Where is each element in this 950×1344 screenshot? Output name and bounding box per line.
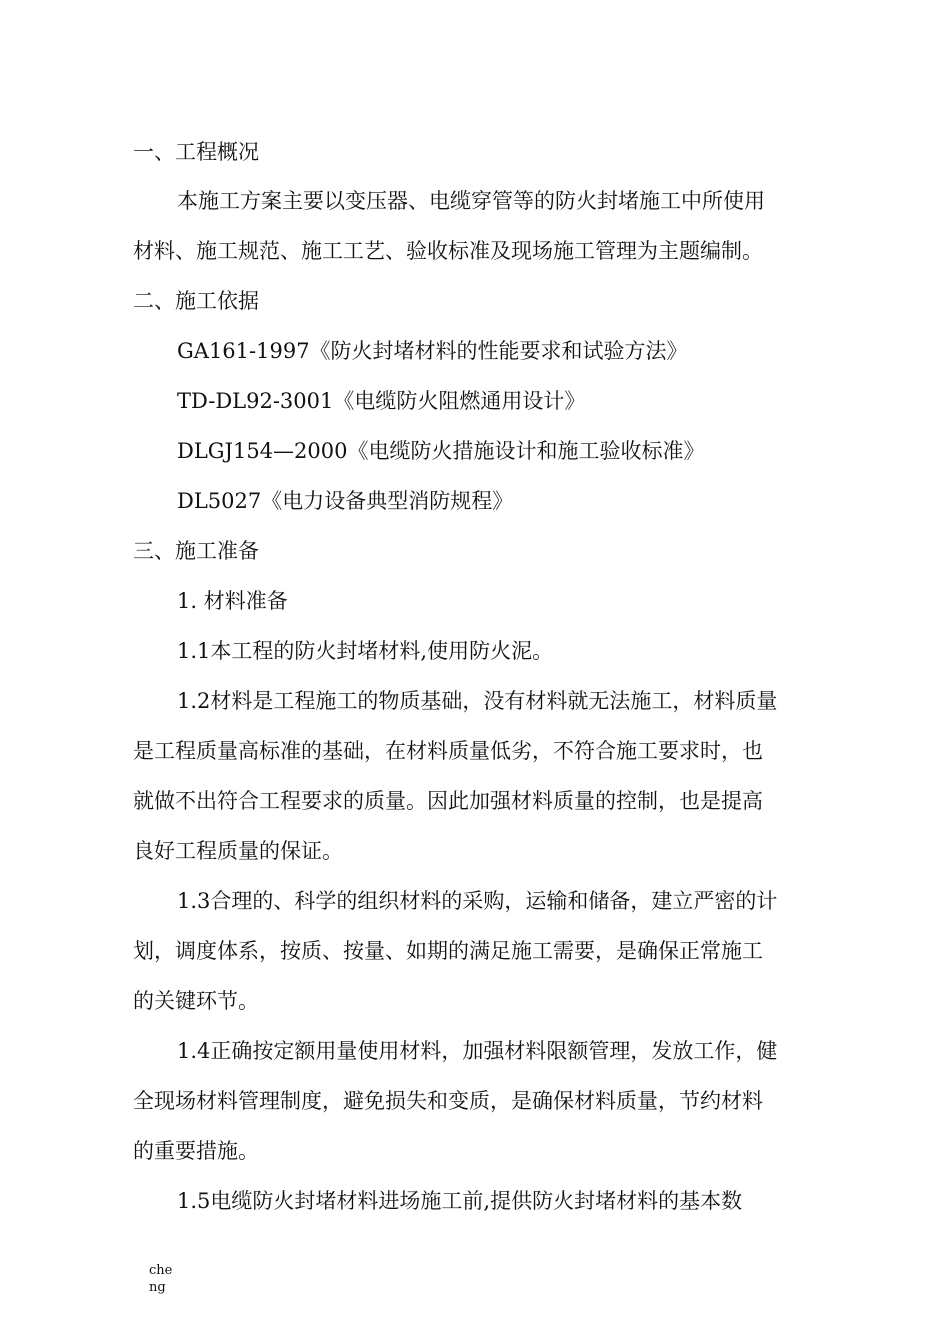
standard-reference: GA161-1997《防火封堵材料的性能要求和试验方法》 <box>177 339 688 363</box>
standard-reference: DL5027《电力设备典型消防规程》 <box>177 489 514 513</box>
paragraph-line: 良好工程质量的保证。 <box>133 839 343 863</box>
paragraph-line: 本施工方案主要以变压器、电缆穿管等的防火封堵施工中所使用 <box>177 189 765 213</box>
paragraph-line: 全现场材料管理制度，避免损失和变质，是确保材料质量，节约材料 <box>133 1089 763 1113</box>
section-heading-overview: 一、工程概况 <box>133 140 259 164</box>
paragraph-line: 的关键环节。 <box>133 989 259 1013</box>
paragraph-line: 1.1本工程的防火封堵材料,使用防火泥。 <box>177 639 554 663</box>
paragraph-line: 1.3合理的、科学的组织材料的采购，运输和储备，建立严密的计 <box>177 889 778 913</box>
paragraph-line: 是工程质量高标准的基础，在材料质量低劣，不符合施工要求时，也 <box>133 739 763 763</box>
paragraph-line: 1.2材料是工程施工的物质基础，没有材料就无法施工，材料质量 <box>177 689 778 713</box>
paragraph-line: 1.5电缆防火封堵材料进场施工前,提供防火封堵材料的基本数 <box>177 1189 743 1213</box>
standard-reference: DLGJ154—2000《电缆防火措施设计和施工验收标准》 <box>177 439 705 463</box>
subsection-heading: 1. 材料准备 <box>177 589 288 613</box>
standard-reference: TD-DL92-3001《电缆防火阻燃通用设计》 <box>177 389 586 413</box>
paragraph-line: 的重要措施。 <box>133 1139 259 1163</box>
paragraph-line: 材料、施工规范、施工工艺、验收标准及现场施工管理为主题编制。 <box>133 239 763 263</box>
paragraph-line: 划，调度体系，按质、按量、如期的满足施工需要，是确保正常施工 <box>133 939 763 963</box>
paragraph-line: 就做不出符合工程要求的质量。因此加强材料质量的控制，也是提高 <box>133 789 763 813</box>
footer-text: cheng <box>149 1263 173 1295</box>
paragraph-line: 1.4正确按定额用量使用材料，加强材料限额管理，发放工作，健 <box>177 1039 778 1063</box>
section-heading-preparation: 三、施工准备 <box>133 539 259 563</box>
section-heading-basis: 二、施工依据 <box>133 289 259 313</box>
